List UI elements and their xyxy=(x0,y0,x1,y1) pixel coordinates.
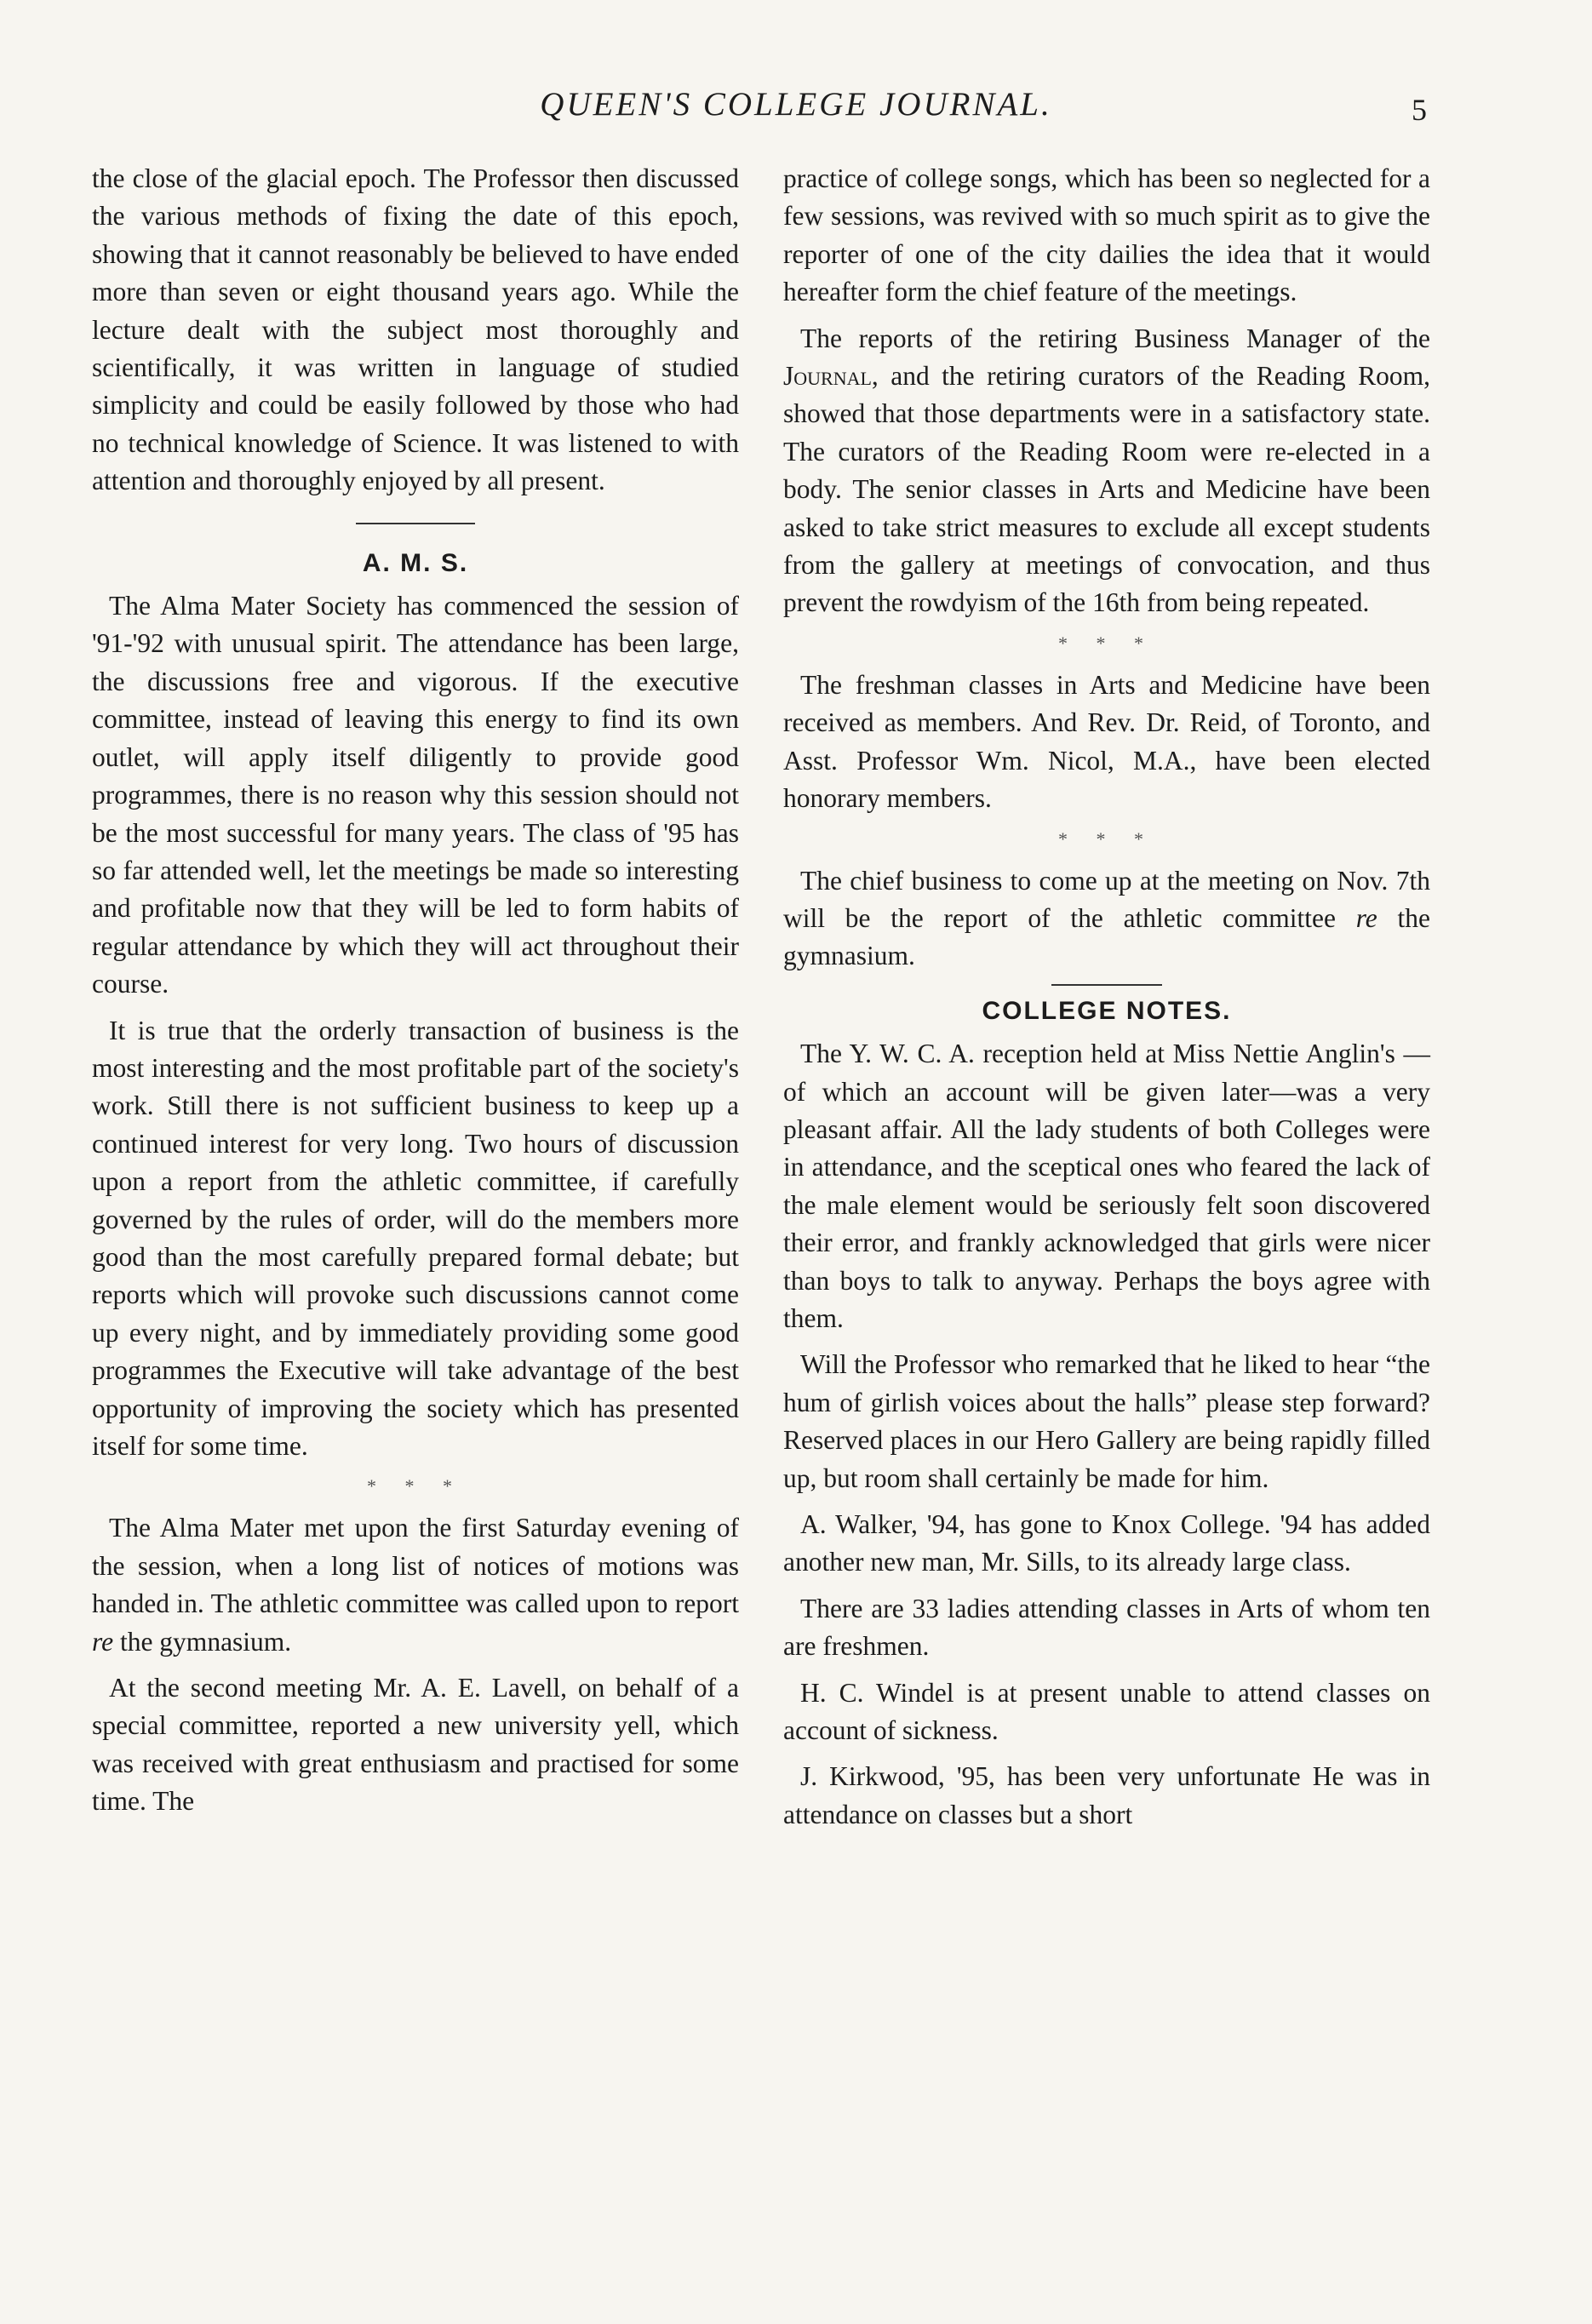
ams-paragraph-3: The Alma Mater met upon the first Saturday evening of the session, when a long list of notices of motions was handed in. The athletic committee was called upon to report re the gymnasium. xyxy=(92,1513,739,1657)
right-column xyxy=(783,160,1430,1842)
section-divider xyxy=(1051,984,1162,986)
asterism: * * * xyxy=(1058,827,1155,850)
ams-paragraph-2: It is true that the orderly transaction of business is the most interesting and the most profitable part of the society's work. Still there is not sufficient business to keep up a continued interest for very long. Two hours of discussion upon a report from the athletic committee, if carefully governed by the rules of order, will do the members more good than the most carefully prepared formal debate; but reports which will provoke such discussions cannot come up every night, and by immediately providing some good programmes the Executive will take advantage of the best opportunity of improving the society which has presented itself for some time. xyxy=(92,1015,739,1461)
ams-paragraph-1: The Alma Mater Society has commenced the session of '91-'92 with unusual spirit. The attendance has been large, the discussions free and vigorous. If the executive committee, instead of leaving this energy to find its own outlet, will apply itself diligently to provide good programmes, there is no reason why this session should not be the most successful for many years. The class of '95 has so far attended well, let the meetings be made so interesting and profitable now that they will be led to form habits of regular attendance by which they will act throughout their course. xyxy=(92,591,739,999)
ams-continuation-paragraph: practice of college songs, which has been so neglected for a few sessions, was revived with so much spirit as to give the reporter of one of the city dailies the idea that it would hereafter form the chief feature of the meetings. xyxy=(783,163,1430,307)
ams-paragraph-4: At the second meeting Mr. A. E. Lavell, on behalf of a special committee, reported a new university yell, which was received with great enthusiasm and practised for some time. The xyxy=(92,1673,739,1817)
page-number: 5 xyxy=(1412,93,1427,127)
note-ladies: There are 33 ladies attending classes in Arts of whom ten are freshmen. xyxy=(783,1593,1430,1662)
asterism: * * * xyxy=(1058,632,1155,654)
college-notes-heading: COLLEGE NOTES. xyxy=(982,996,1232,1025)
reports-paragraph: The reports of the retiring Business Manager of the Journal, and the retiring curators of the Reading Room, showed that those departments were in a satisfactory state. The curators of the Reading Room were re-elected in a body. The senior classes in Arts and Medicine have been asked to take strict measures to exclude all except students from the gallery at meetings of convocation, and thus prevent the rowdyism of the 16th from being repeated. xyxy=(783,323,1430,618)
note-professor: Will the Professor who remarked that he liked to hear “the hum of girlish voices about the halls” please step forward? Reserved places in our Hero Gallery are being rapidly filled up, but room shall certainly be made for him. xyxy=(783,1349,1430,1493)
note-kirkwood: J. Kirkwood, '95, has been very unfortunate He was in attendance on classes but a short xyxy=(783,1761,1430,1829)
running-title: QUEEN'S COLLEGE JOURNAL. xyxy=(540,86,1052,123)
asterism: * * * xyxy=(367,1475,464,1497)
note-ywca: The Y. W. C. A. reception held at Miss Nettie Anglin's —of which an account will be given later—was a very pleasant affair. All the lady students of both Colleges were in attendance, and the sceptical ones who feared the lack of the male element would be seriously felt soon discovered their error, and frankly acknowledged that girls were nicer than boys to talk to anyway. Perhaps the boys agree with them. xyxy=(783,1039,1430,1333)
next-meeting-paragraph: The chief business to come up at the meeting on Nov. 7th will be the report of the athletic committee re the gymnasium. xyxy=(783,865,1431,971)
lecture-continuation-paragraph: the close of the glacial epoch. The Professor then discussed the various methods of fixing the date of this epoch, showing that it cannot reasonably be believed to have ended more than seven or eight thousand years ago. While the lecture dealt with the subject most thoroughly and scientifically, it was written in language of studied simplicity and could be easily followed by those who had no technical knowledge of Science. It was listened to with attention and thoroughly enjoyed by all present. xyxy=(92,163,739,496)
ams-heading: A. M. S. xyxy=(362,548,469,577)
freshman-paragraph: The freshman classes in Arts and Medicine have been received as members. And Rev. Dr. Reid, of Toronto, and Asst. Professor Wm. Nicol, M.A., have been elected honorary members. xyxy=(783,669,1430,814)
left-column xyxy=(92,160,739,1829)
section-divider xyxy=(356,523,475,524)
note-walker: A. Walker, '94, has gone to Knox College. '94 has added another new man, Mr. Sills, to its already large class. xyxy=(783,1509,1430,1577)
note-windel: H. C. Windel is at present unable to attend classes on account of sickness. xyxy=(783,1677,1430,1746)
